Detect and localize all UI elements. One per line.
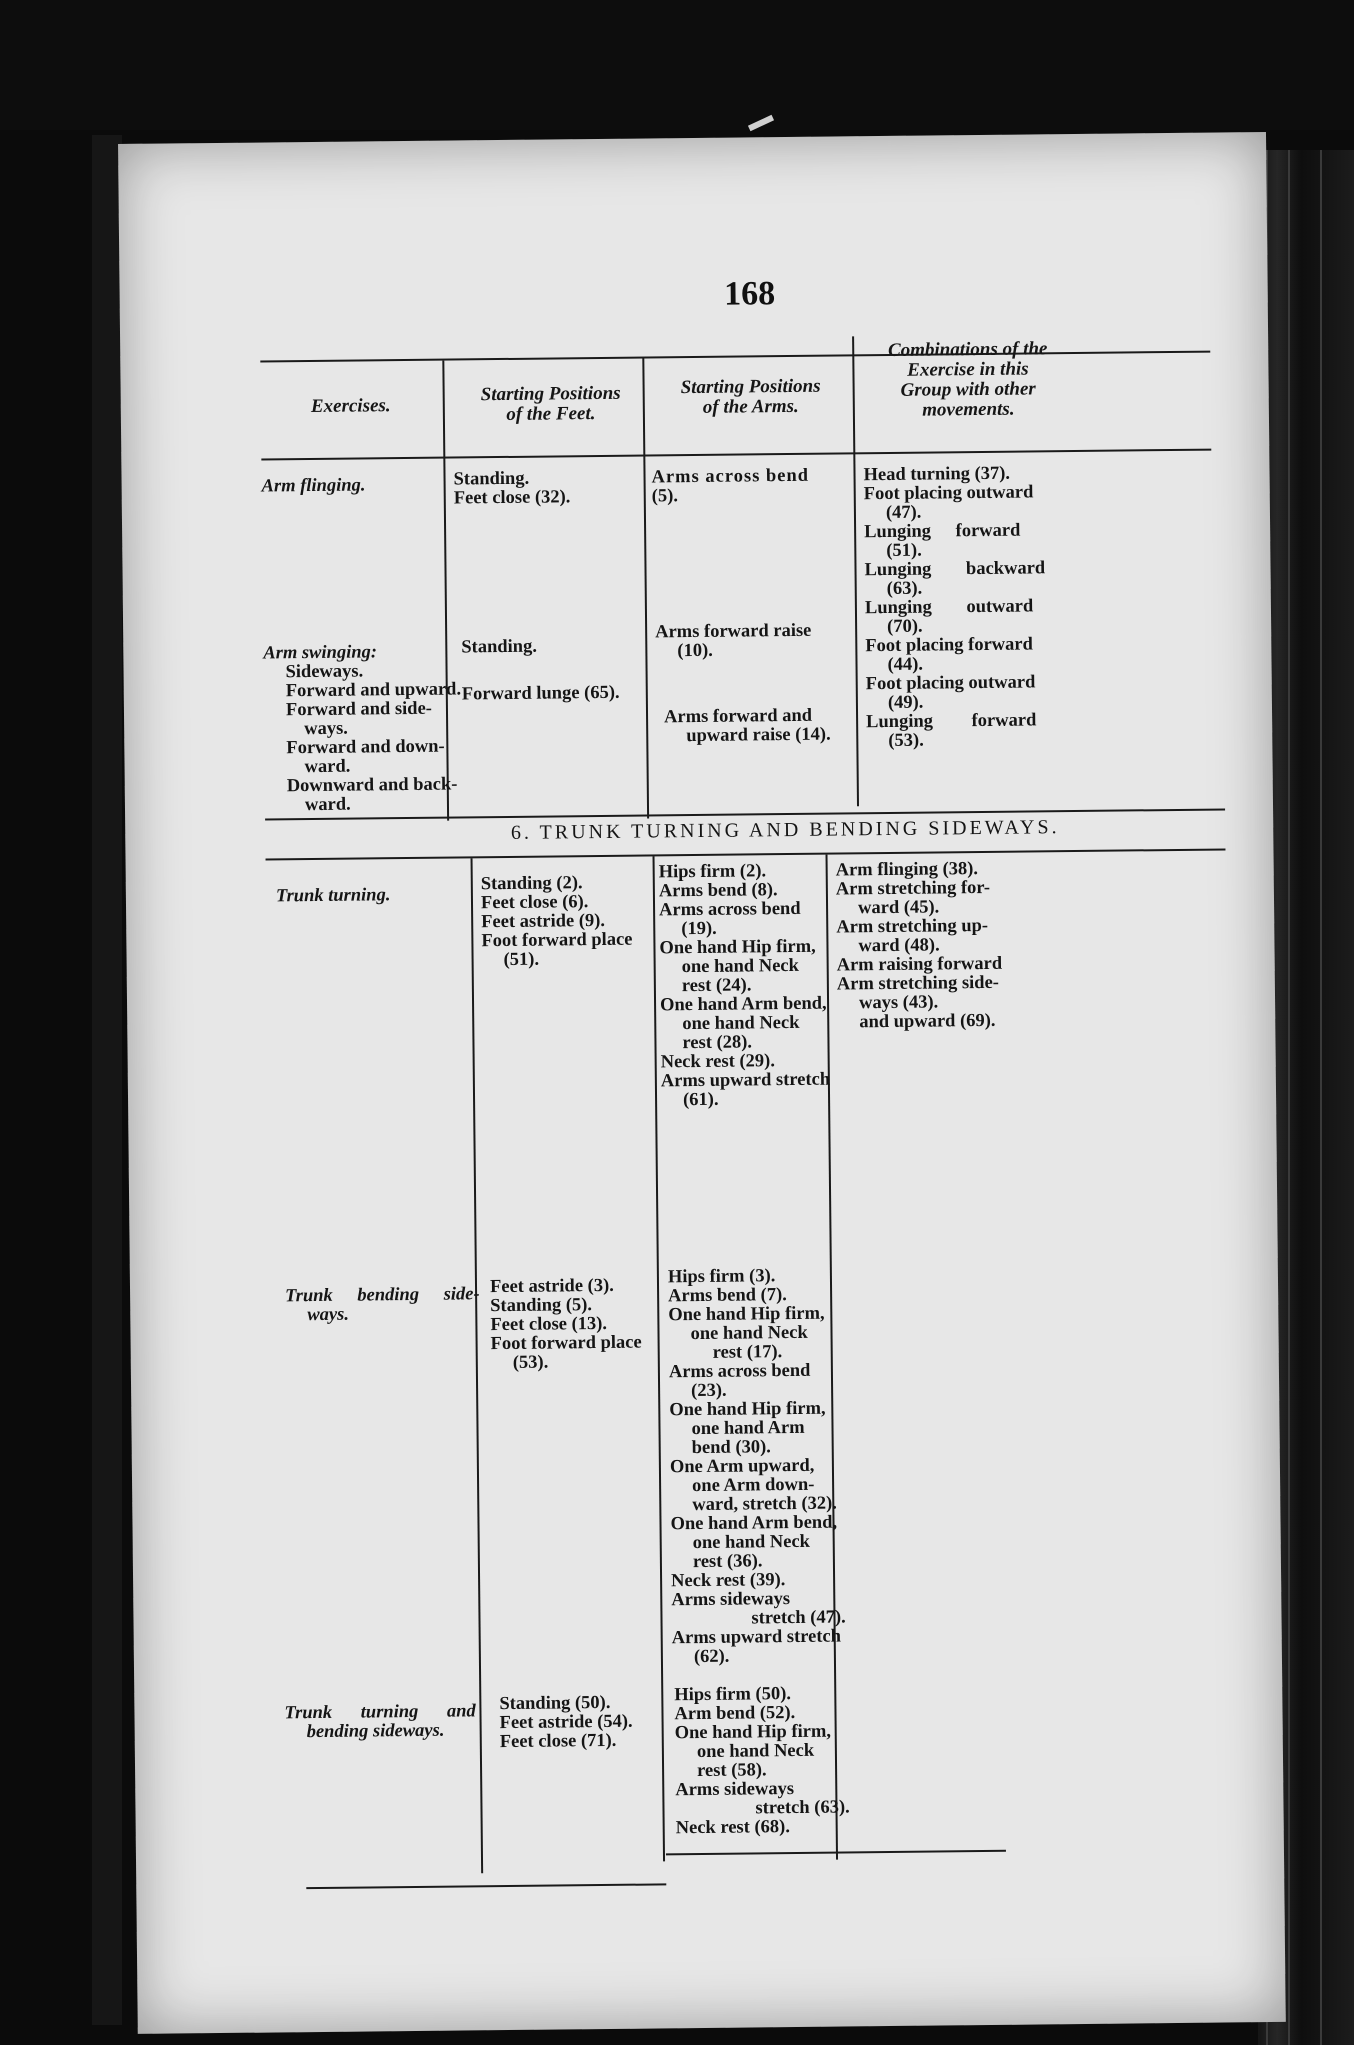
section2-top-rule (266, 848, 1226, 860)
feet-trunk-bending: Feet astride (3). Standing (5). Feet close (13). Foot forward place (53). (489, 1275, 642, 1373)
feet-arm-swinging-b: Forward lunge (65). (461, 682, 620, 705)
header-exercises: Exercises. (310, 395, 391, 418)
section-title: 6. TRUNK TURNING AND BENDING SIDEWAYS. (510, 816, 1060, 844)
header-feet: Starting Positions of the Feet. (480, 382, 621, 425)
scan-background-top (0, 0, 1354, 130)
feet-arm-swinging-a: Standing. (461, 636, 538, 658)
arms-arm-flinging: Arms across bend (5). (651, 465, 810, 507)
exercise-trunk-bending-sideways: Trunk bending side- ways. (285, 1284, 480, 1326)
header-combinations: Combinations of the Exercise in this Group with other movements. (887, 338, 1048, 421)
arms-trunk-turning: Hips firm (2). Arms bend (8). Arms across bend (19). One hand Hip firm, one hand Neck rest (24). One hand Arm bend, one hand Neck rest (28). Neck rest (29). Arms upward stretch (61). (658, 861, 831, 1111)
arms-arm-swinging-a: Arms forward raise (10). (655, 620, 812, 662)
exercise-arm-swinging: Arm swinging: Sideways. Forward and upward. Forward and side- ways. Forward and down- ward. Downward and back- ward. (263, 642, 462, 816)
header-bottom-rule (261, 449, 1211, 461)
feet-trunk-turning: Standing (2). Feet close (6). Feet astride (9). Foot forward place (51). (480, 873, 633, 971)
exercise-trunk-turning: Trunk turning. (275, 885, 391, 907)
exercise-trunk-turning-bending: Trunk turning and bending sideways. (284, 1701, 476, 1743)
arms-trunk-bending: Hips firm (3). Arms bend (7). One hand Hip firm, one hand Neck rest (17). Arms across bend (23). One hand Hip firm, one hand Arm bend (30). One Arm upward, one Arm down- ward, stretch (32). One hand Arm bend, one hand Neck rest (36). Neck rest (39). Arms sideways stretch (47). Arms upward stretch (62). (667, 1266, 846, 1668)
exercise-arm-flinging: Arm flinging. (261, 475, 366, 497)
footer-rule (306, 1883, 666, 1889)
header-arms: Starting Positions of the Arms. (680, 375, 821, 418)
col-divider-2 (642, 359, 649, 819)
arms-trunk-turning-bending: Hips firm (50). Arm bend (52). One hand Hip firm, one hand Neck rest (58). Arms sideways stretch (63). Neck rest (68). (674, 1684, 850, 1839)
feet-arm-flinging: Standing. Feet close (32). (453, 468, 571, 509)
combinations-section2: Arm flinging (38). Arm stretching for- ward (45). Arm stretching up- ward (48). Arm raising forward Arm stretching side- ways (43). and upward (69). (835, 859, 1003, 1033)
arms-arm-swinging-b: Arms forward and upward raise (14). (663, 705, 831, 747)
feet-trunk-turning-bending: Standing (50). Feet astride (54). Feet close (71). (499, 1692, 633, 1753)
book-page (118, 132, 1286, 2034)
page-left-edge (92, 135, 122, 2025)
combinations-section1: Head turning (37). Foot placing outward (47). Lunging forward (51). Lunging backward (63). Lunging outward (70). Foot placing forward (44). Foot placing outward (49). Lunging forward (53). (863, 463, 1046, 751)
page-number: 168 (723, 275, 776, 313)
